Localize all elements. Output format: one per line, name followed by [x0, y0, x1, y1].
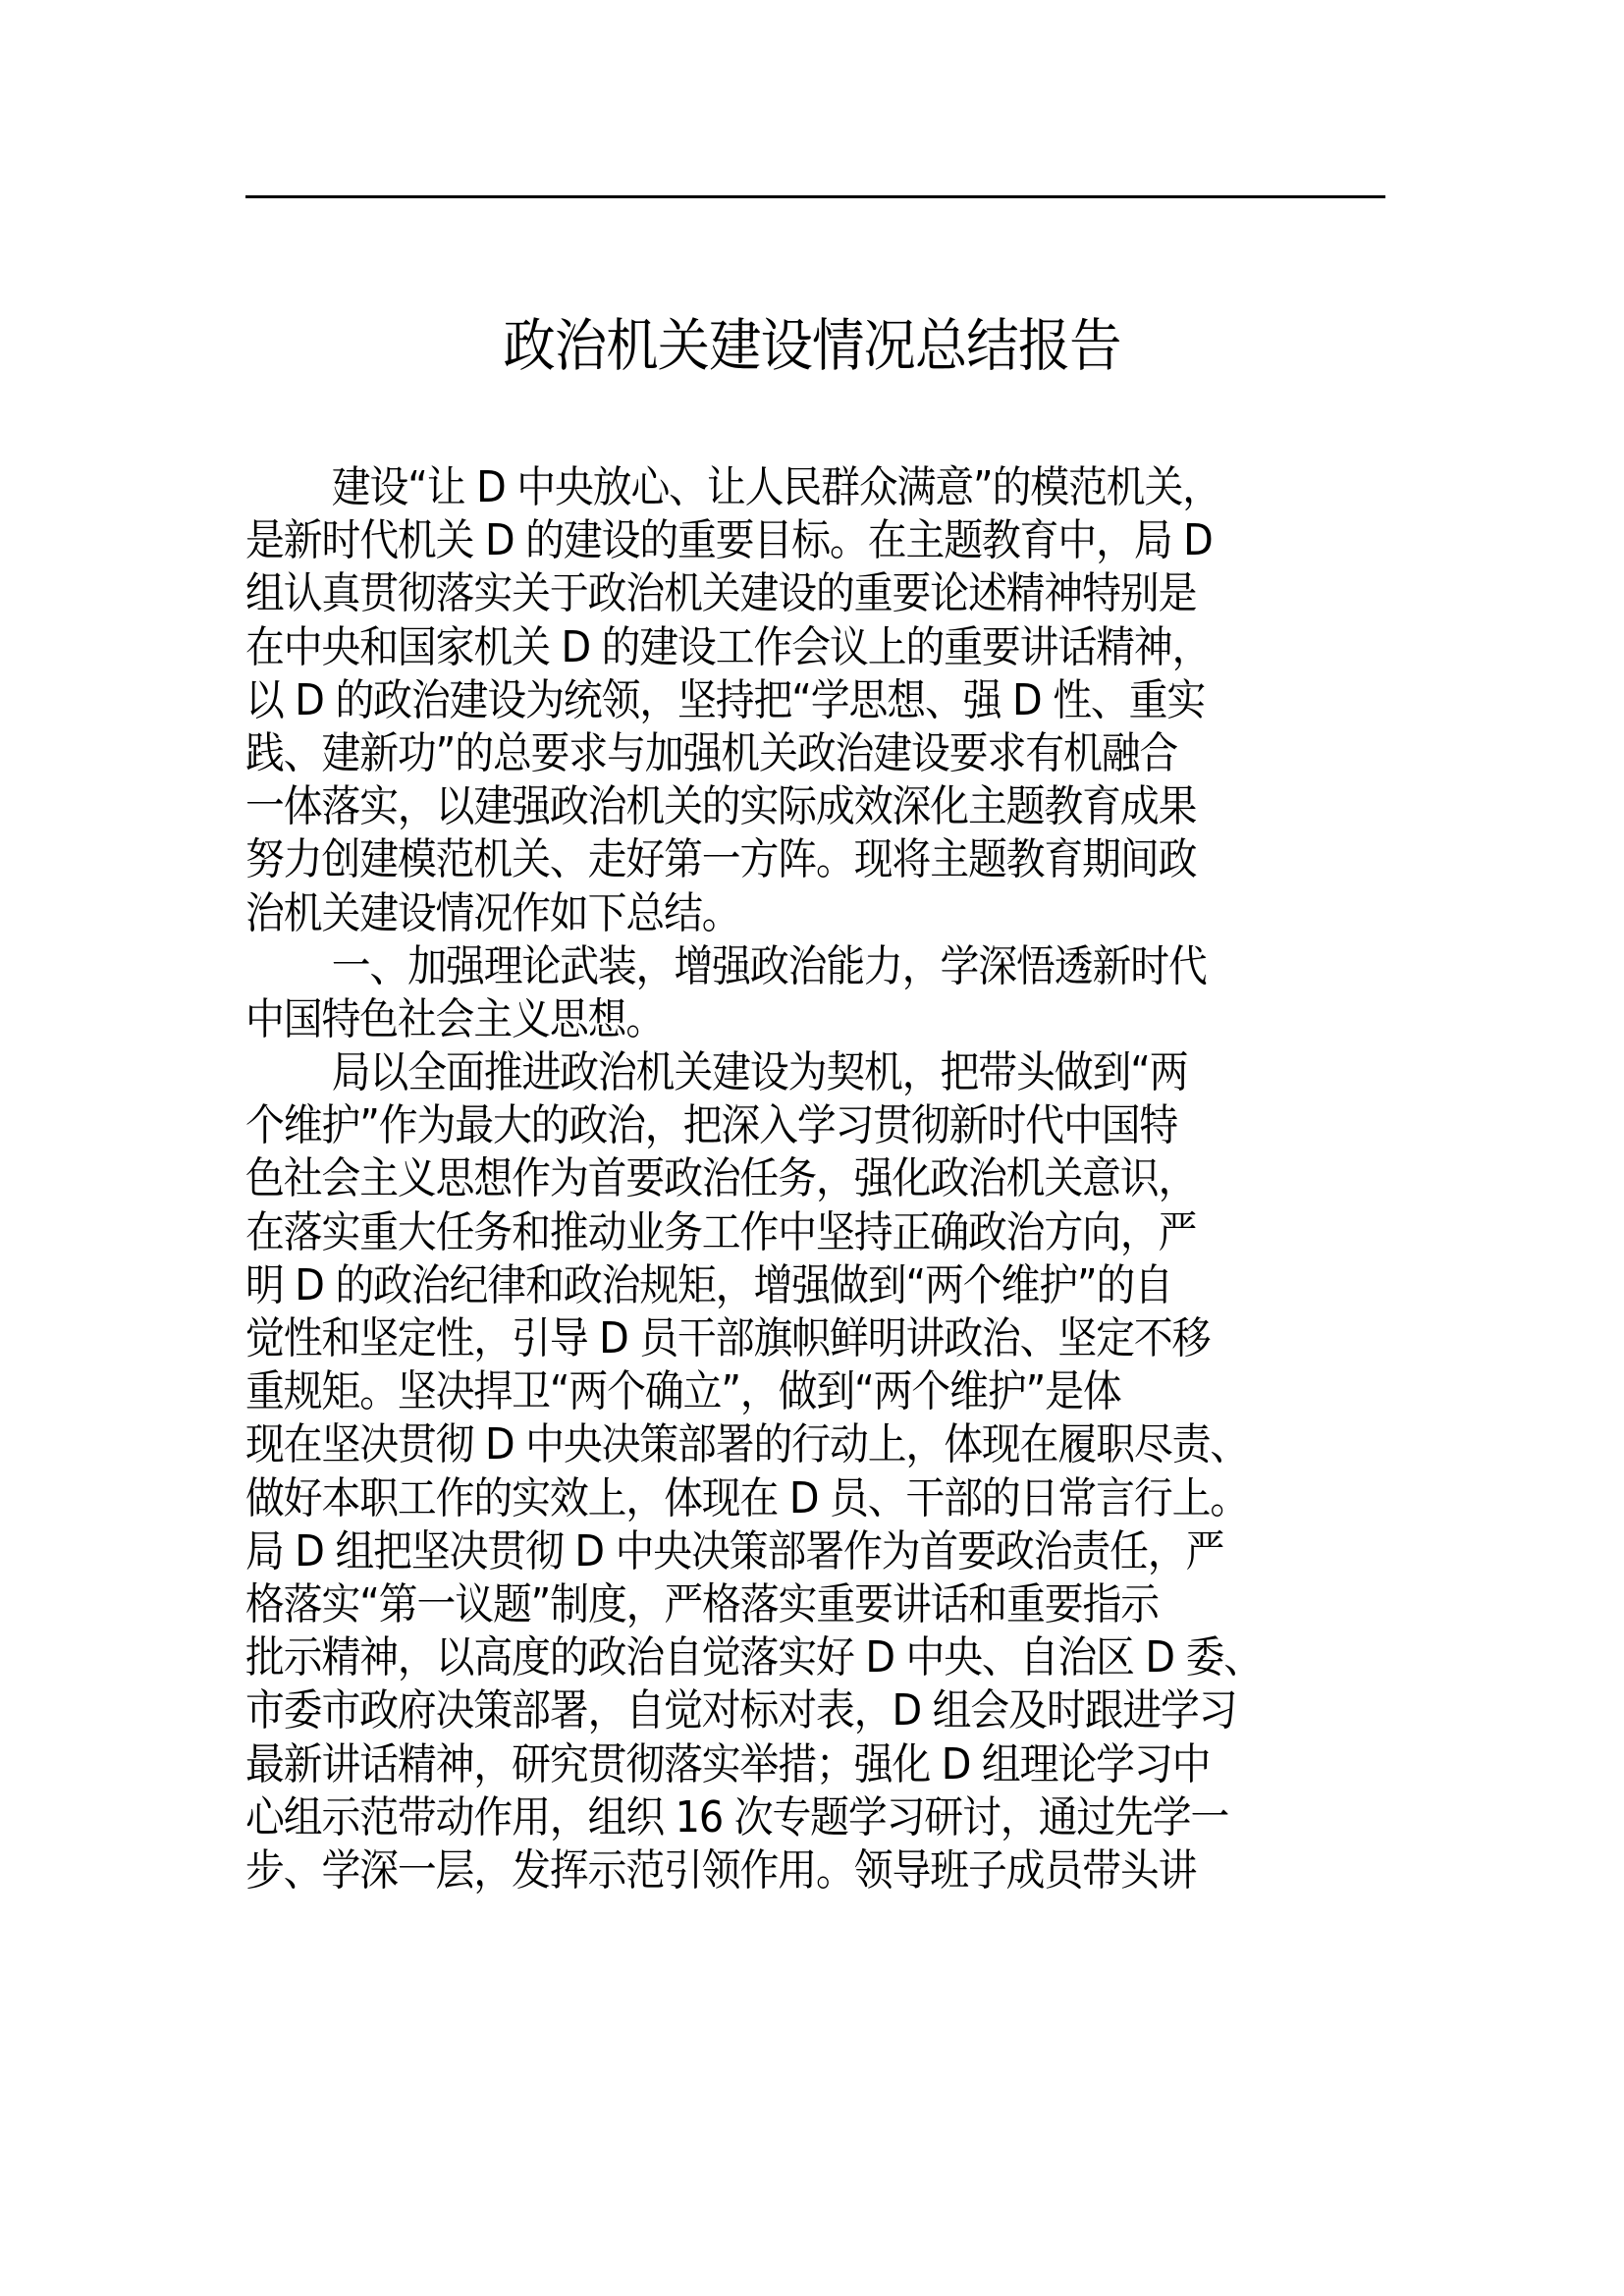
body-text-line: 努力创建模范机关、走好第一方阵。现将主题教育期间政: [245, 834, 1197, 885]
body-text-line: 做好本职工作的实效上，体现在 D 员、干部的日常言行上。: [245, 1472, 1249, 1523]
body-text-line: 在中央和国家机关 D 的建设工作会议上的重要讲话精神，: [245, 621, 1211, 672]
body-text-line: 明 D 的政治纪律和政治规矩，增强做到“两个维护”的自: [245, 1259, 1172, 1310]
body-text-line: 步、学深一层，发挥示范引领作用。领导班子成员带头讲: [245, 1844, 1197, 1896]
paragraph-first-line: 局以全面推进政治机关建设为契机，把带头做到“两: [331, 1047, 1188, 1098]
body-text-line: 觉性和坚定性，引导 D 员干部旗帜鲜明讲政治、坚定不移: [245, 1313, 1211, 1363]
body-text-line: 重规矩。坚决捍卫“两个确立”，做到“两个维护”是体: [245, 1366, 1121, 1417]
body-text-line: 最新讲话精神，研究贯彻落实举措；强化 D 组理论学习中: [245, 1738, 1211, 1789]
header-rule: [245, 195, 1385, 198]
body-text-line: 批示精神，以高度的政治自觉落实好 D 中央、自治区 D 委、: [245, 1632, 1263, 1683]
body-text-line: 心组示范带动作用，组织 16 次专题学习研讨，通过先学一: [245, 1791, 1229, 1842]
document-title: 政治机关建设情况总结报告: [503, 312, 1121, 379]
body-text-line: 组认真贯彻落实关于政治机关建设的重要论述精神特别是: [245, 568, 1197, 619]
body-text-line: 在落实重大任务和推动业务工作中坚持正确政治方向，严: [245, 1206, 1197, 1257]
paragraph-first-line: 建设“让 D 中央放心、让人民群众满意”的模范机关，: [331, 462, 1221, 512]
paragraph-first-line: 一、加强理论武装，增强政治能力，学深悟透新时代: [331, 940, 1207, 991]
body-text-line: 个维护”作为最大的政治，把深入学习贯彻新时代中国特: [245, 1100, 1178, 1151]
body-text-line: 色社会主义思想作为首要政治任务，强化政治机关意识，: [245, 1153, 1197, 1204]
body-text-line: 是新时代机关 D 的建设的重要目标。在主题教育中，局 D: [245, 515, 1213, 566]
body-text-line: 以 D 的政治建设为统领，坚持把“学思想、强 D 性、重实: [245, 674, 1206, 725]
body-text-line: 践、建新功”的总要求与加强机关政治建设要求有机融合: [245, 727, 1178, 778]
body-text-line: 格落实“第一议题”制度，严格落实重要讲话和重要指示: [245, 1578, 1159, 1629]
body-text-line: 中国特色社会主义思想。: [245, 993, 665, 1044]
body-text-line: 局 D 组把坚决贯彻 D 中央决策部署作为首要政治责任，严: [245, 1525, 1224, 1576]
body-text-line: 治机关建设情况作如下总结。: [245, 887, 740, 938]
body-text-line: 一体落实，以建强政治机关的实际成效深化主题教育成果: [245, 781, 1197, 832]
document-body: [245, 461, 1389, 1897]
body-text-line: 现在坚决贯彻 D 中央决策部署的行动上，体现在履职尽责、: [245, 1419, 1249, 1470]
body-text-line: 市委市政府决策部署，自觉对标对表，D 组会及时跟进学习: [245, 1685, 1237, 1736]
